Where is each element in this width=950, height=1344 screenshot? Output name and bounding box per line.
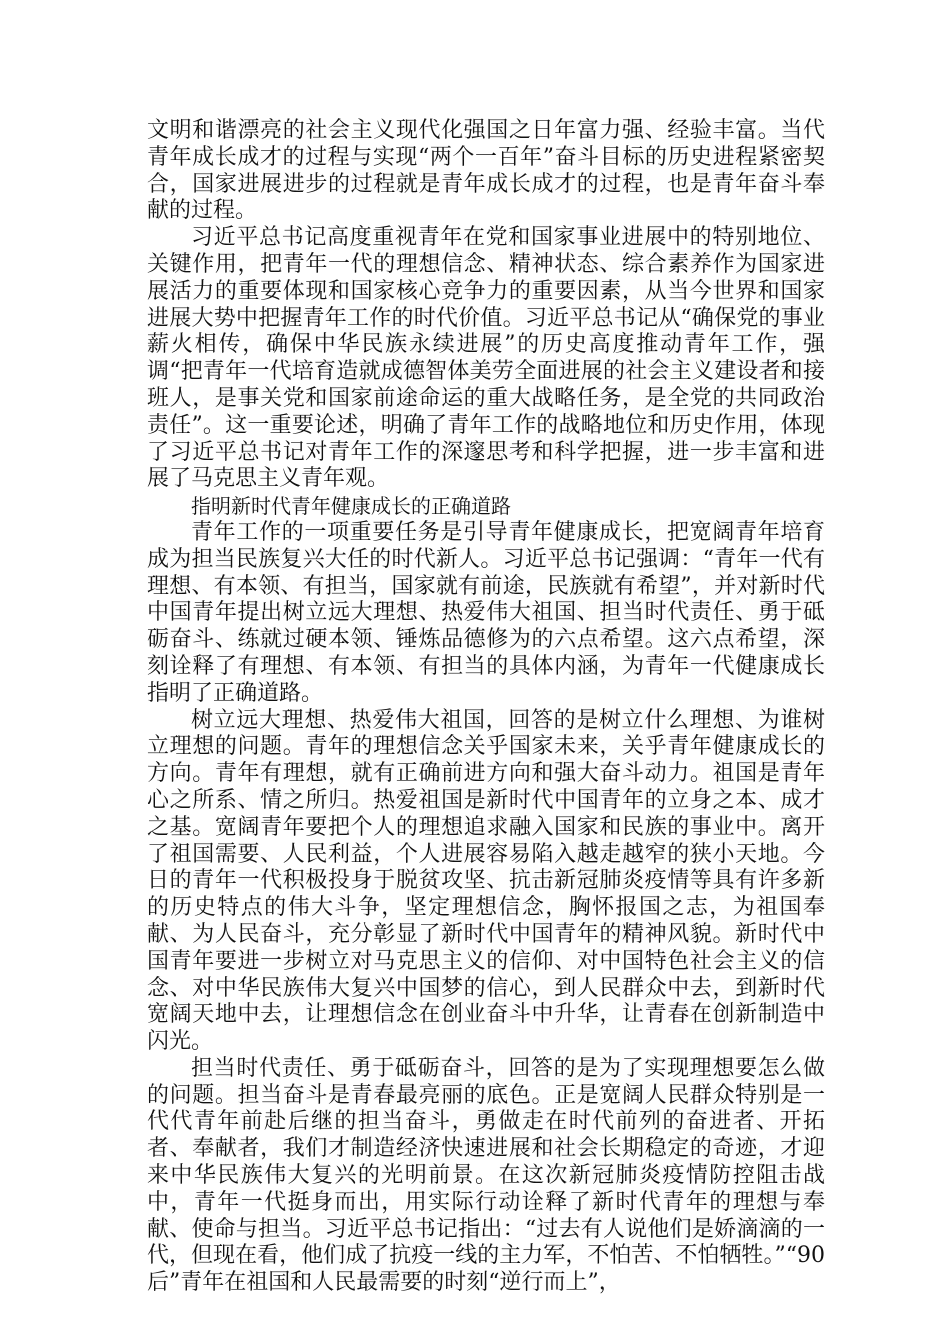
paragraph-3: 青年工作的一项重要任务是引导青年健康成长，把宽阔青年培育成为担当民族复兴大任的时代新人。习近平总书记强调：“青年一代有理想、有本领、有担当，国家就有前途，民族就有希望”，并对新时代中国青年提出树立远大理想、热爱伟大祖国、担当时代责任、勇于砥砺奋斗、练就过硬本领、锤炼品德修为的六点希望。这六点希望，深刻诠释了有理想、有本领、有担当的具体内涵，为青年一代健康成长指明了正确道路。 (147, 519, 825, 706)
paragraph-1: 文明和谐漂亮的社会主义现代化强国之日年富力强、经验丰富。当代青年成长成才的过程与实现“两个一百年”奋斗目标的历史进程紧密契合，国家进展进步的过程就是青年成长成才的过程，也是青年奋斗奉献的过程。 (147, 118, 825, 224)
paragraph-5: 担当时代责任、勇于砥砺奋斗，回答的是为了实现理想要怎么做的问题。担当奋斗是青春最亮丽的底色。正是宽阔人民群众特别是一代代青年前赴后继的担当奋斗，勇做走在时代前列的奋进者、开拓者、奉献者，我们才制造经济快速进展和社会长期稳定的奇迹，才迎来中华民族伟大复兴的光明前景。在这次新冠肺炎疫情防控阻击战中，青年一代挺身而出，用实际行动诠释了新时代青年的理想与奉献、使命与担当。习近平总书记指出：“过去有人说他们是娇滴滴的一代，但现在看，他们成了抗疫一线的主力军，不怕苦、不怕牺牲。”“90后”青年在祖国和人民最需要的时刻“逆行而上”， (147, 1055, 825, 1296)
paragraph-2: 习近平总书记高度重视青年在党和国家事业进展中的特别地位、关键作用，把青年一代的理想信念、精神状态、综合素养作为国家进展活力的重要体现和国家核心竞争力的重要因素，从当今世界和国家进展大势中把握青年工作的时代价值。习近平总书记从“确保党的事业薪火相传，确保中华民族永续进展”的历史高度推动青年工作，强调“把青年一代培育造就成德智体美劳全面进展的社会主义建设者和接班人，是事关党和国家前途命运的重大战略任务，是全党的共同政治责任”。这一重要论述，明确了青年工作的战略地位和历史作用，体现了习近平总书记对青年工作的深邃思考和科学把握，进一步丰富和进展了马克思主义青年观。 (147, 225, 825, 492)
section-heading: 指明新时代青年健康成长的正确道路 (191, 494, 511, 519)
paragraph-4: 树立远大理想、热爱伟大祖国，回答的是树立什么理想、为谁树立理想的问题。青年的理想信念关乎国家未来，关乎青年健康成长的方向。青年有理想，就有正确前进方向和强大奋斗动力。祖国是青年心之所系、情之所归。热爱祖国是新时代中国青年的立身之本、成才之基。宽阔青年要把个人的理想追求融入国家和民族的事业中。离开了祖国需要、人民利益，个人进展容易陷入越走越窄的狭小天地。今日的青年一代积极投身于脱贫攻坚、抗击新冠肺炎疫情等具有许多新的历史特点的伟大斗争，坚定理想信念，胸怀报国之志，为祖国奉献、为人民奋斗，充分彰显了新时代中国青年的精神风貌。新时代中国青年要进一步树立对马克思主义的信仰、对中国特色社会主义的信念、对中华民族伟大复兴中国梦的信心，到人民群众中去，到新时代宽阔天地中去，让理想信念在创业奋斗中升华，让青春在创新制造中闪光。 (147, 707, 825, 1055)
document-page (147, 118, 825, 1297)
